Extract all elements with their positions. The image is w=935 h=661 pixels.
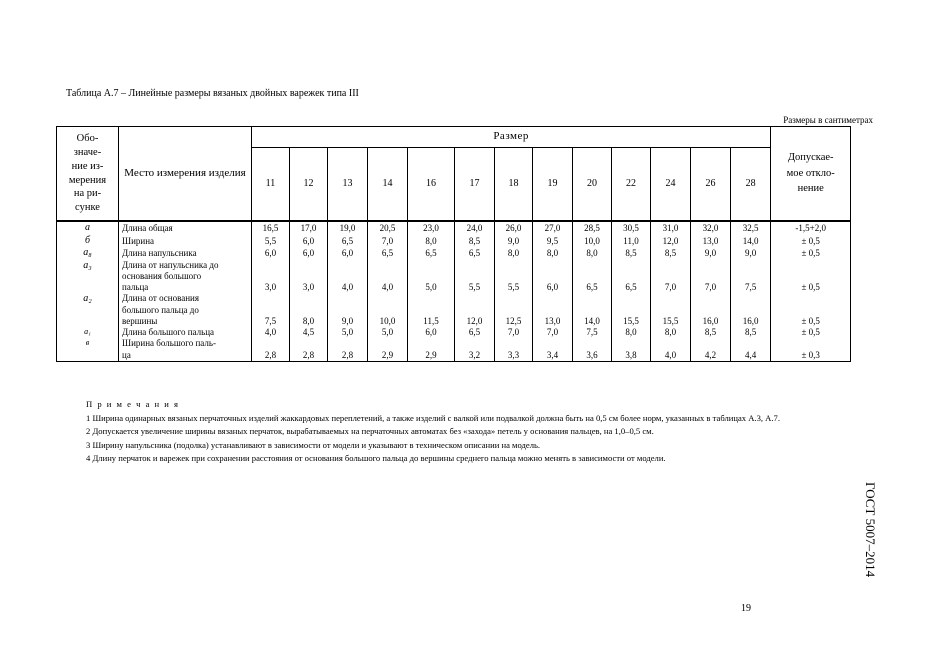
tolerance-cell: ± 0,5 <box>771 293 851 327</box>
size-value-cell: 3,6 <box>573 338 612 361</box>
measurement-place-line: вершины <box>122 315 158 326</box>
size-value-cell: 4,2 <box>691 338 731 361</box>
size-value-cell: 2,8 <box>290 338 328 361</box>
size-value-cell: 9,0 <box>731 247 771 260</box>
row-symbol: в <box>57 338 119 361</box>
size-value-cell: 5,0 <box>328 327 368 338</box>
page-number: 19 <box>741 603 751 614</box>
size-value-cell: 4,4 <box>731 338 771 361</box>
size-column-header: 13 <box>328 148 368 222</box>
measurement-place-line: Ширина <box>122 235 155 246</box>
size-value-cell: 4,5 <box>290 327 328 338</box>
size-value-cell: 3,8 <box>612 338 651 361</box>
size-value-cell: 6,0 <box>533 260 573 294</box>
row-symbol: б <box>57 235 119 248</box>
size-value-cell: 28,5 <box>573 221 612 235</box>
size-value-cell: 32,0 <box>691 221 731 235</box>
note-item: 2 Допускается увеличение ширины вязаных перчаток, вырабатываемых на перчаточных автоматах без «захода» петель у основания пальцев, на 1,0–0,5 см. <box>86 426 654 436</box>
size-value-cell: 10,0 <box>368 293 408 327</box>
measurement-place-line: Длина большого пальца <box>122 327 215 337</box>
place-header: Место измерения изделия <box>119 127 252 222</box>
size-value-cell: 17,0 <box>290 221 328 235</box>
size-value-cell: 16,0 <box>731 293 771 327</box>
size-value-cell: 8,0 <box>495 247 533 260</box>
size-column-header: 17 <box>455 148 495 222</box>
size-value-cell: 32,5 <box>731 221 771 235</box>
size-value-cell: 12,5 <box>495 293 533 327</box>
tolerance-header-line: Допускае- <box>787 151 834 163</box>
size-value-cell: 9,0 <box>328 293 368 327</box>
size-value-cell: 9,0 <box>495 235 533 248</box>
size-value-cell: 8,5 <box>612 247 651 260</box>
dimensions-table <box>56 126 851 362</box>
size-value-cell: 8,0 <box>533 247 573 260</box>
notes-title: П р и м е ч а н и я <box>86 399 180 409</box>
size-value-cell: 16,5 <box>252 221 290 235</box>
size-value-cell: 9,0 <box>691 247 731 260</box>
designation-header-line: ние из- <box>71 160 104 172</box>
size-value-cell: 3,3 <box>495 338 533 361</box>
size-value-cell: 8,0 <box>651 327 691 338</box>
size-value-cell: 7,5 <box>731 260 771 294</box>
size-value-cell: 31,0 <box>651 221 691 235</box>
size-column-header: 11 <box>252 148 290 222</box>
size-value-cell: 26,0 <box>495 221 533 235</box>
size-value-cell: 6,5 <box>328 235 368 248</box>
table-row <box>57 327 851 338</box>
measurement-place-line: Ширина большого паль- <box>122 338 216 349</box>
designation-header <box>57 127 119 222</box>
designation-header-text <box>69 133 106 213</box>
table-row <box>57 293 851 327</box>
size-value-cell: 6,5 <box>612 260 651 294</box>
size-value-cell: 8,0 <box>573 247 612 260</box>
tolerance-cell: -1,5+2,0 <box>771 221 851 235</box>
size-value-cell: 11,0 <box>612 235 651 248</box>
tolerance-header-line: мое откло- <box>786 167 835 179</box>
measurement-place-line: Длина от напульсника до <box>122 259 219 270</box>
size-value-cell: 24,0 <box>455 221 495 235</box>
row-measurement-place <box>119 338 252 361</box>
size-column-header: 18 <box>495 148 533 222</box>
measurement-place-line: основания большого <box>122 270 202 281</box>
size-value-cell: 7,0 <box>495 327 533 338</box>
measurement-place-line: большого пальца до <box>122 304 199 315</box>
size-column-header: 12 <box>290 148 328 222</box>
size-value-cell: 5,0 <box>368 327 408 338</box>
row-measurement-place <box>119 293 252 327</box>
size-value-cell: 4,0 <box>368 260 408 294</box>
size-value-cell: 5,5 <box>455 260 495 294</box>
table-header <box>57 127 851 222</box>
designation-header-line: значе- <box>73 146 102 158</box>
size-value-cell: 15,5 <box>651 293 691 327</box>
size-value-cell: 8,0 <box>612 327 651 338</box>
tolerance-cell: ± 0,5 <box>771 327 851 338</box>
designation-header-line: на ри- <box>73 188 102 200</box>
size-value-cell: 6,5 <box>408 247 455 260</box>
size-value-cell: 8,5 <box>691 327 731 338</box>
size-value-cell: 7,0 <box>691 260 731 294</box>
table-body <box>57 221 851 361</box>
tolerance-cell: ± 0,5 <box>771 260 851 294</box>
size-value-cell: 16,0 <box>691 293 731 327</box>
size-value-cell: 8,0 <box>290 293 328 327</box>
size-value-cell: 2,9 <box>408 338 455 361</box>
designation-header-line: Обо- <box>76 132 99 144</box>
designation-header-line: сунке <box>75 202 100 214</box>
size-value-cell: 3,0 <box>290 260 328 294</box>
size-column-header: 16 <box>408 148 455 222</box>
size-value-cell: 3,4 <box>533 338 573 361</box>
tolerance-header <box>771 127 851 222</box>
notes-list <box>86 412 866 466</box>
size-value-cell: 8,0 <box>408 235 455 248</box>
measurement-place-line: Длина напульсника <box>122 248 197 259</box>
size-value-cell: 30,5 <box>612 221 651 235</box>
size-value-cell: 7,0 <box>533 327 573 338</box>
size-value-cell: 2,8 <box>328 338 368 361</box>
size-value-cell: 19,0 <box>328 221 368 235</box>
size-value-cell: 6,0 <box>290 247 328 260</box>
size-column-header: 28 <box>731 148 771 222</box>
size-value-cell: 14,0 <box>731 235 771 248</box>
size-value-cell: 6,0 <box>328 247 368 260</box>
row-measurement-place <box>119 327 252 338</box>
size-value-cell: 3,2 <box>455 338 495 361</box>
row-measurement-place <box>119 235 252 248</box>
table-caption: Таблица А.7 – Линейные размеры вязаных двойных варежек типа III <box>66 88 359 99</box>
size-value-cell: 2,8 <box>252 338 290 361</box>
table-row <box>57 235 851 248</box>
tolerance-cell: ± 0,5 <box>771 235 851 248</box>
row-symbol: а₂ <box>57 293 119 327</box>
row-symbol: а₈ <box>57 247 119 260</box>
units-note: Размеры в сантиметрах <box>783 115 873 125</box>
size-value-cell: 10,0 <box>573 235 612 248</box>
size-column-header: 19 <box>533 148 573 222</box>
measurement-place-line: Длина общая <box>122 223 173 234</box>
size-value-cell: 7,0 <box>651 260 691 294</box>
size-value-cell: 8,5 <box>651 247 691 260</box>
size-value-cell: 5,5 <box>252 235 290 248</box>
row-measurement-place <box>119 221 252 235</box>
size-value-cell: 6,0 <box>408 327 455 338</box>
size-value-cell: 23,0 <box>408 221 455 235</box>
row-symbol: а₃ <box>57 260 119 294</box>
size-value-cell: 4,0 <box>328 260 368 294</box>
size-value-cell: 13,0 <box>533 293 573 327</box>
notes-section <box>86 398 866 466</box>
note-item: 1 Ширина одинарных вязаных перчаточных изделий жаккардовых переплетений, а также изделий с валкой или подвалкой должна быть на 0,5 см более норм, указанных в таблицах А.3, А.7. <box>86 412 780 423</box>
size-value-cell: 14,0 <box>573 293 612 327</box>
size-value-cell: 13,0 <box>691 235 731 248</box>
row-measurement-place <box>119 247 252 260</box>
tolerance-header-line: нение <box>797 183 824 195</box>
size-column-header: 22 <box>612 148 651 222</box>
table-row <box>57 260 851 294</box>
size-value-cell: 8,5 <box>731 327 771 338</box>
tolerance-cell: ± 0,5 <box>771 247 851 260</box>
tolerance-header-text <box>787 152 835 195</box>
size-value-cell: 27,0 <box>533 221 573 235</box>
size-value-cell: 6,5 <box>455 327 495 338</box>
size-value-cell: 12,0 <box>455 293 495 327</box>
size-value-cell: 6,5 <box>455 247 495 260</box>
measurement-place-line: ца <box>122 349 131 360</box>
size-value-cell: 6,0 <box>290 235 328 248</box>
row-symbol: а₁ <box>57 327 119 338</box>
size-value-cell: 6,5 <box>368 247 408 260</box>
size-column-header: 24 <box>651 148 691 222</box>
size-value-cell: 9,5 <box>533 235 573 248</box>
size-value-cell: 7,5 <box>252 293 290 327</box>
tolerance-cell: ± 0,3 <box>771 338 851 361</box>
measurement-place-line: Длина от основания <box>122 293 200 304</box>
size-value-cell: 3,0 <box>252 260 290 294</box>
size-value-cell: 7,0 <box>368 235 408 248</box>
size-value-cell: 6,0 <box>252 247 290 260</box>
table-row <box>57 221 851 235</box>
size-value-cell: 11,5 <box>408 293 455 327</box>
size-value-cell: 4,0 <box>651 338 691 361</box>
row-symbol: а <box>57 221 119 235</box>
size-value-cell: 12,0 <box>651 235 691 248</box>
size-value-cell: 4,0 <box>252 327 290 338</box>
size-value-cell: 6,5 <box>573 260 612 294</box>
table-row <box>57 338 851 361</box>
standard-designation: ГОСТ 5007–2014 <box>863 482 878 578</box>
size-value-cell: 15,5 <box>612 293 651 327</box>
size-column-header: 20 <box>573 148 612 222</box>
size-value-cell: 7,5 <box>573 327 612 338</box>
size-value-cell: 5,5 <box>495 260 533 294</box>
size-header: Размер <box>252 127 771 148</box>
note-item: 4 Длину перчаток и варежек при сохранении расстояния от основания большого пальца до вершины среднего пальца можно менять в зависимости от модели. <box>86 453 666 463</box>
table-row <box>57 247 851 260</box>
size-value-cell: 8,5 <box>455 235 495 248</box>
row-measurement-place <box>119 260 252 294</box>
size-column-header: 14 <box>368 148 408 222</box>
size-column-header: 26 <box>691 148 731 222</box>
size-value-cell: 2,9 <box>368 338 408 361</box>
measurement-place-line: пальца <box>122 282 149 292</box>
designation-header-line: мерения <box>68 174 107 186</box>
note-item: 3 Ширину напульсника (подолка) устанавливают в зависимости от модели и указывают в техническом описании на модель. <box>86 439 541 450</box>
size-value-cell: 20,5 <box>368 221 408 235</box>
size-value-cell: 5,0 <box>408 260 455 294</box>
